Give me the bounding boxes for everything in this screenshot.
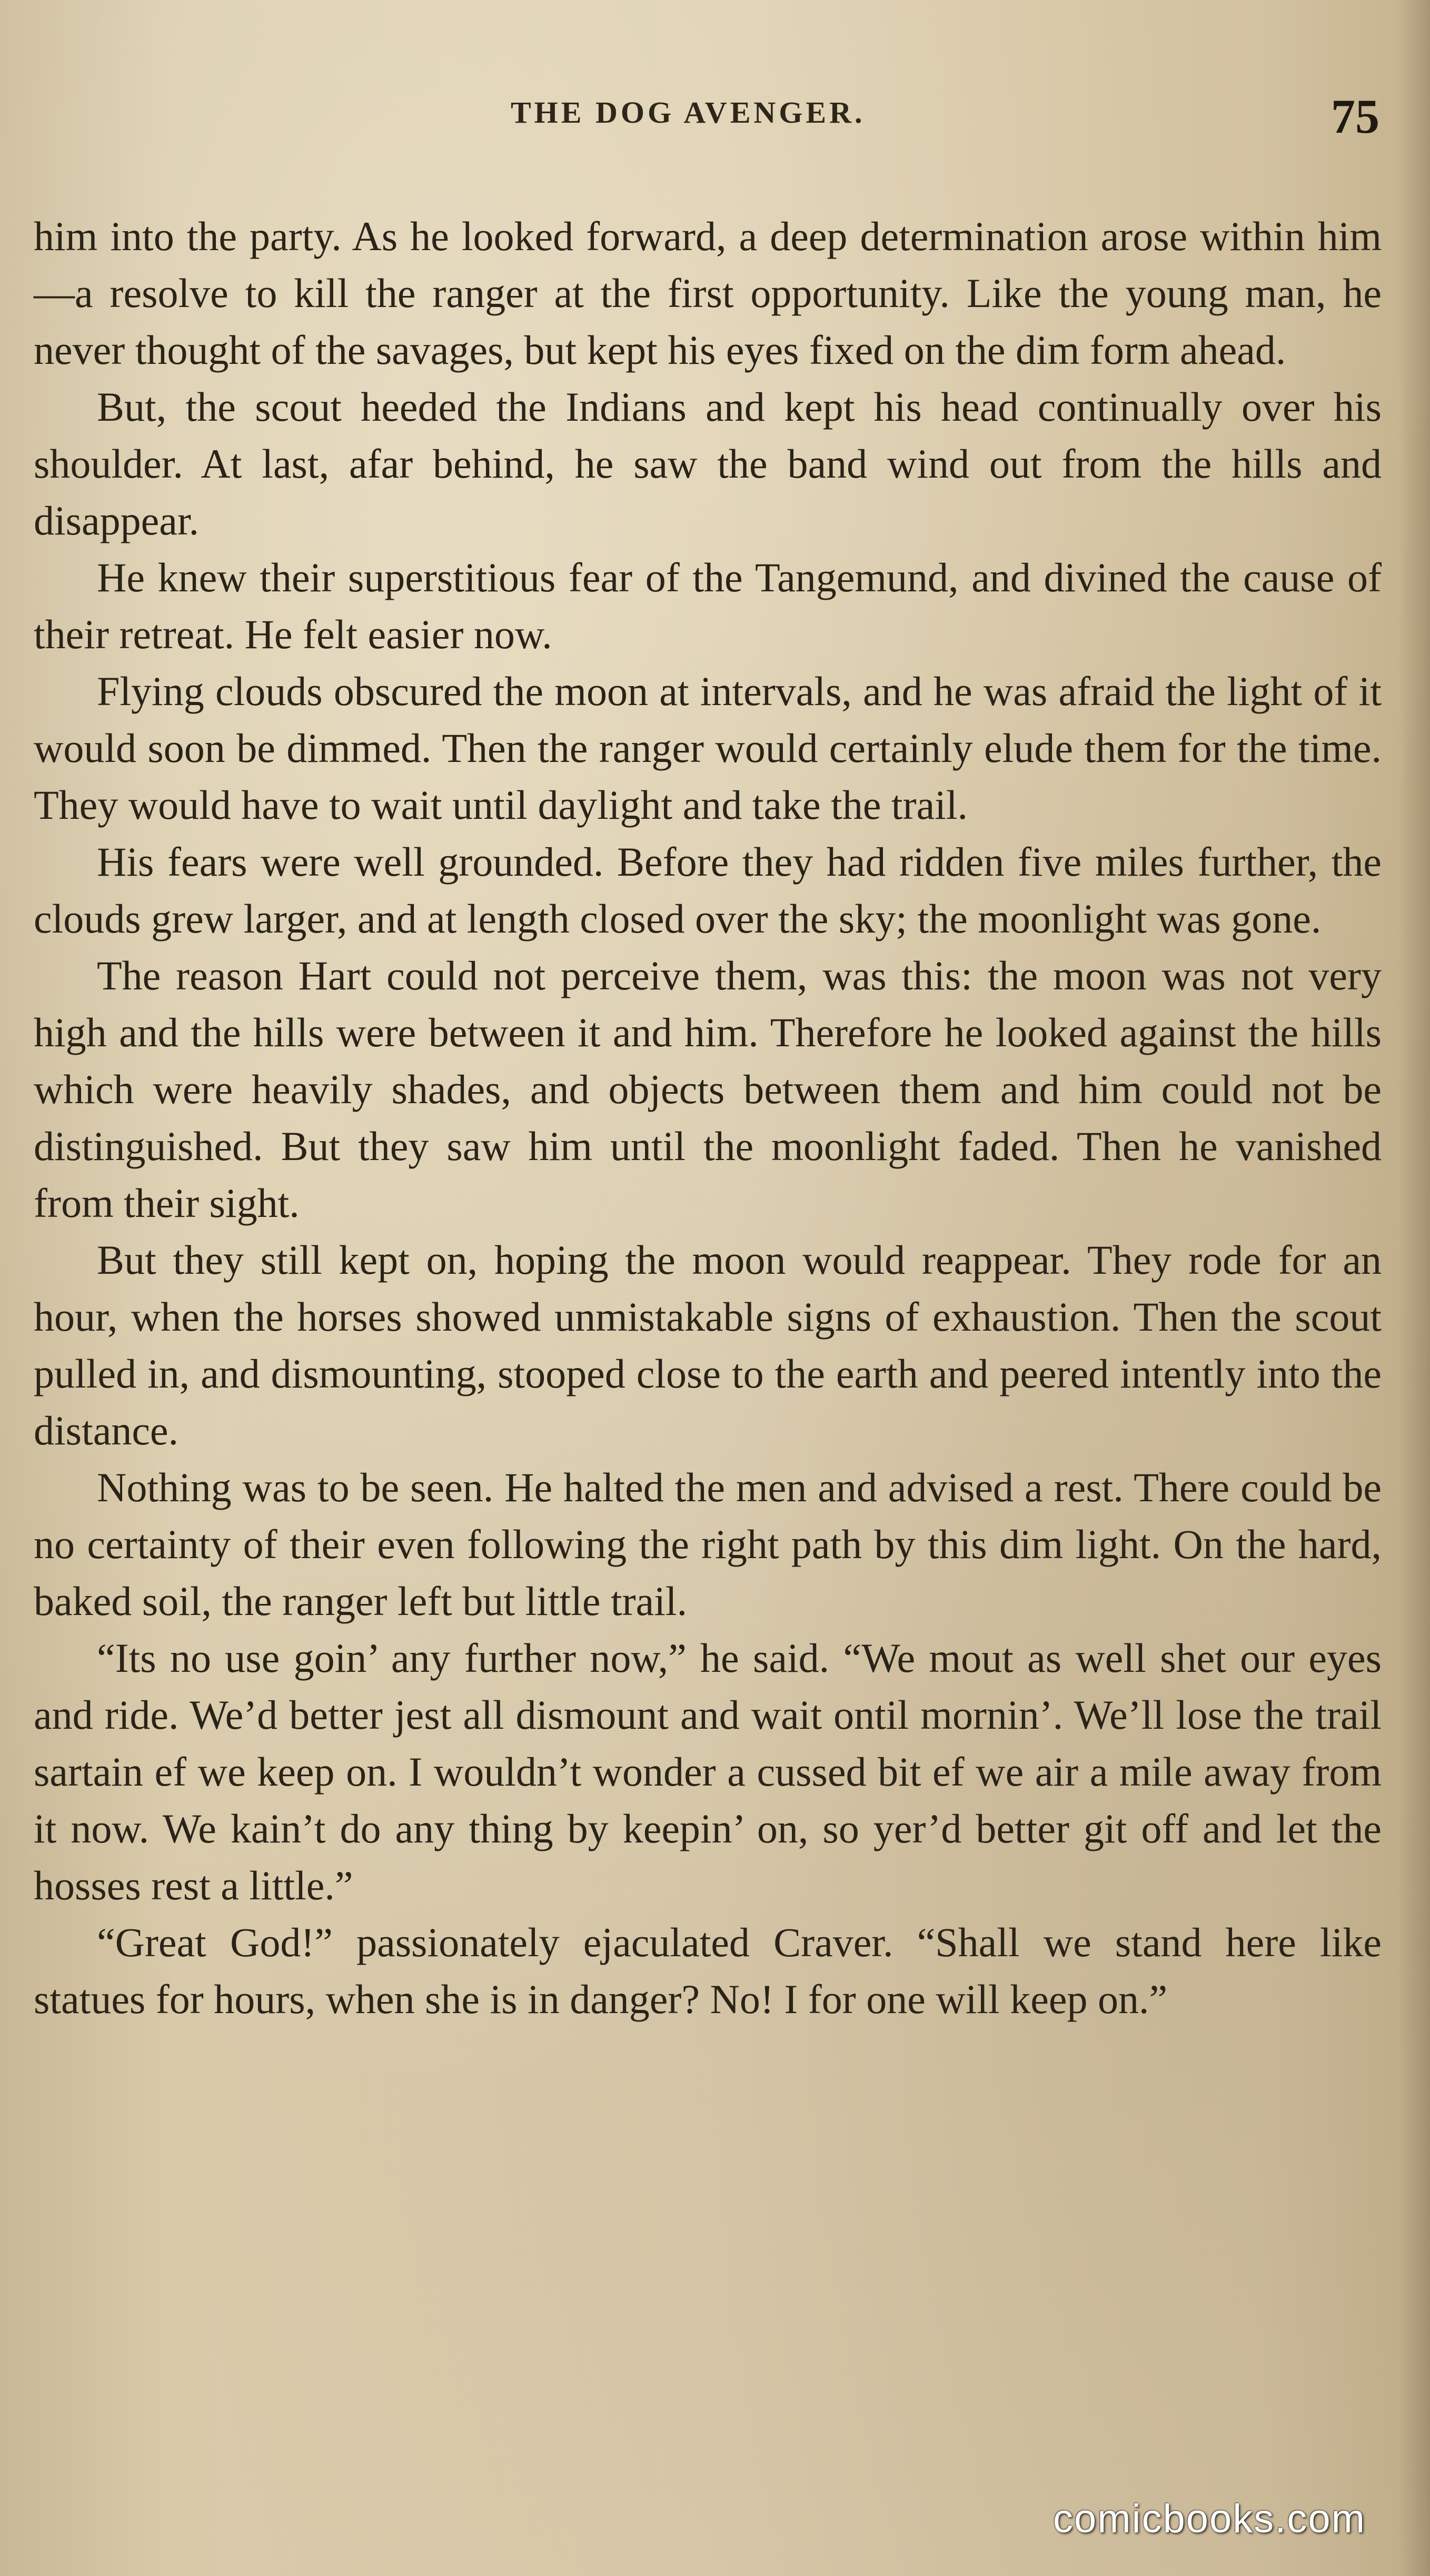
paragraph: But they still kept on, hoping the moon would reappear. They rode for an hour, when the horses showed unmistakable signs of exhaustion. Then the scout pulled in, and dismounting, stooped close to the earth and peered intently into the distance. xyxy=(34,1237,1382,1453)
paragraph: him into the party. As he looked forward, a deep determination arose within him—a resolve to kill the ranger at the first opportunity. Like the young man, he never thought of the savages, but kept his eyes fixed on the dim form ahead. xyxy=(34,213,1382,373)
paragraph: His fears were well grounded. Before they had ridden five miles further, the clouds grew larger, and at length closed over the sky; the moonlight was gone. xyxy=(34,839,1382,942)
page-number: 75 xyxy=(1331,90,1379,143)
paragraph: He knew their superstitious fear of the Tangemund, and divined the cause of their retreat. He felt easier now. xyxy=(34,554,1382,657)
paragraph: “Its no use goin’ any further now,” he said. “We mout as well shet our eyes and ride. We’d better jest all dismount and wait ontil mornin’. We’ll lose the trail sartain ef we keep on. I wouldn’t wonder a cussed bit ef we air a mile away from it now. We kain’t do any thing by keepin’ on, so yer’d better git off and let the hosses rest a little.” xyxy=(34,1635,1382,1908)
paragraph: Flying clouds obscured the moon at intervals, and he was afraid the light of it would soon be dimmed. Then the ranger would certainly elude them for the time. They would have to wait until daylight and take the trail. xyxy=(34,668,1382,828)
page-edge-shadow xyxy=(1398,0,1430,2576)
paragraph: But, the scout heeded the Indians and kept his head continually over his shoulder. At last, afar behind, he saw the band wind out from the hills and disappear. xyxy=(34,384,1382,543)
watermark-text: comicbooks.com xyxy=(1053,2496,1366,2541)
paragraph: “Great God!” passionately ejaculated Craver. “Shall we stand here like statues for hours, when she is in danger? No! I for one will keep on.” xyxy=(34,1919,1382,2022)
running-title: THE DOG AVENGER. xyxy=(511,95,866,130)
paragraph: Nothing was to be seen. He halted the men and advised a rest. There could be no certainty of their even following the right path by this dim light. On the hard, baked soil, the ranger left but little trail. xyxy=(34,1464,1382,1624)
paragraph: The reason Hart could not perceive them, was this: the moon was not very high and the hills were between it and him. Therefore he looked against the hills which were heavily shades, and objects between them and him could not be distinguished. But they saw him until the moonlight faded. Then he vanished from their sight. xyxy=(34,953,1382,1226)
body-text xyxy=(34,208,1382,2028)
